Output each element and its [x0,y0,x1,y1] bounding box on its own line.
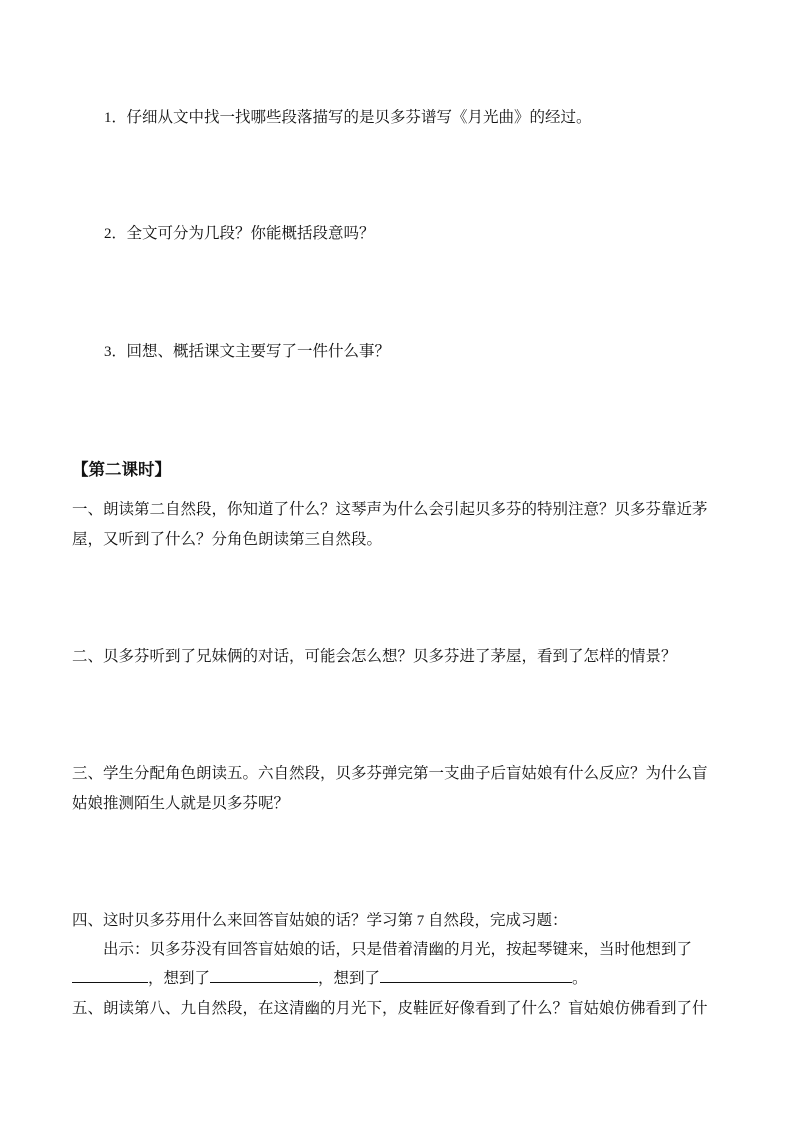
question-3-number: 3． [104,344,127,360]
question-2-text: 全文可分为几段？你能概括段意吗？ [126,224,375,242]
paragraph-4-text-b: 自然段，完成习题： [428,911,568,929]
question-1 [104,107,592,128]
answer-blank-1[interactable] [72,968,148,983]
question-2 [104,223,375,244]
answer-blank-3[interactable] [380,968,572,983]
paragraph-4-line-1 [72,910,568,931]
paragraph-5-line-1: 五、朗读第八、九自然段，在这清幽的月光下，皮鞋匠好像看到了什么？盲姑娘仿佛看到了什 [72,999,708,1017]
question-1-number: 1． [104,110,127,126]
paragraph-3-line-2: 姑娘推测陌生人就是贝多芬呢？ [72,794,290,812]
paragraph-3-line-1: 三、学生分配角色朗读五。六自然段，贝多芬弹完第一支曲子后盲姑娘有什么反应？为什么盲 [72,764,708,782]
paragraph-1-line-2: 屋，又听到了什么？分角色朗读第三自然段。 [72,530,383,548]
paragraph-4-line-3 [72,968,588,988]
question-2-number: 2． [104,226,127,242]
section-title: 【第二课时】 [72,460,171,479]
answer-blank-2[interactable] [210,968,318,983]
paragraph-4-text-a: 四、这时贝多芬用什么来回答盲姑娘的话？学习第 [72,911,414,929]
question-3-text: 回想、概括课文主要写了一件什么事？ [126,342,391,360]
paragraph-1-line-1: 一、朗读第二自然段，你知道了什么？这琴声为什么会引起贝多芬的特别注意？贝多芬靠近茅 [72,500,708,518]
paragraph-4-text-c: ，想到了 [148,969,211,987]
paragraph-2-line-1: 二、贝多芬听到了兄妹俩的对话，可能会怎么想？贝多芬进了茅屋，看到了怎样的情景？ [72,647,677,665]
paragraph-4-text-e: 。 [572,969,588,987]
paragraph-4-text-d: ，想到了 [318,969,381,987]
question-1-text: 仔细从文中找一找哪些段落描写的是贝多芬谱写《月光曲》的经过。 [126,108,592,126]
paragraph-4-line-2: 出示：贝多芬没有回答盲姑娘的话，只是借着清幽的月光，按起琴键来，当时他想到了 [103,940,693,958]
paragraph-4-number: 7 [413,913,429,929]
question-3 [104,341,390,362]
